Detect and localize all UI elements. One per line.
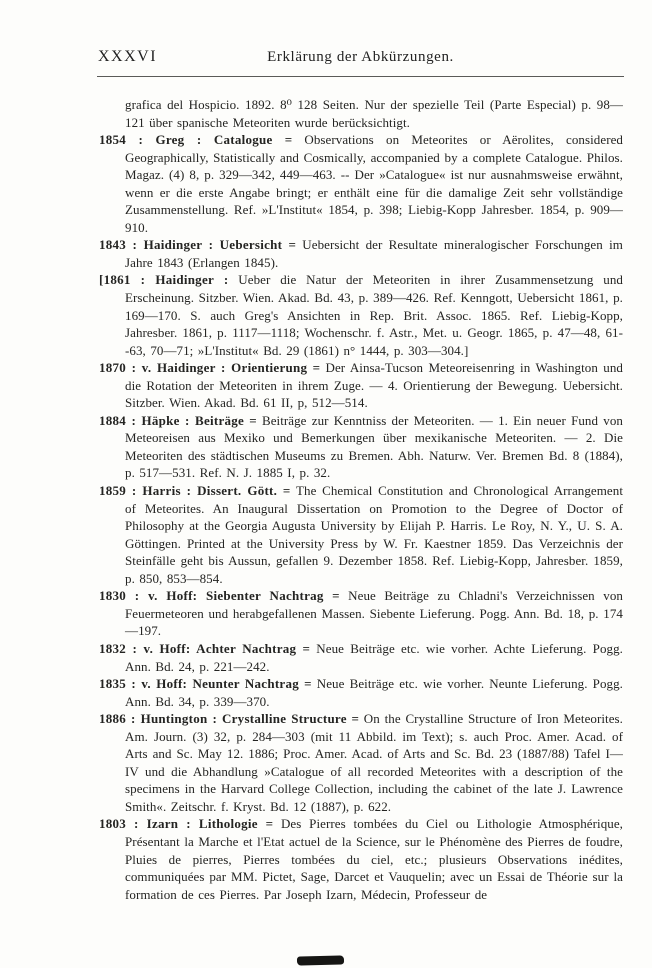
entry-separator: = — [323, 588, 349, 604]
entry-heading: 1843 : Haidinger : Uebersicht — [99, 237, 283, 253]
running-head — [98, 48, 623, 70]
entry-text: On the Crystalline Structure of Iron Meteorites. Am. Journ. (3) 32, p. 284—303 (mit 11 Abbild. im Text); s. auch Proc. Amer. Acad. of Arts and Sc. May 12. 1886; Proc. Amer. Acad. of Arts and Sc. Bd. 23 (1887/88) Tafel I—IV und die Abhandlung »Catalogue of all recorded Meteorites with a description of the specimens in the Harvard College Collection, including the cabinet of the late J. Lawrence Smith«. Zeitschr. f. Kryst. Bd. 12 (1887), p. 622. — [125, 711, 623, 814]
entry-separator — [228, 272, 238, 287]
entry-text: Des Pierres tombées du Ciel ou Lithologie Atmosphérique, Présentant la Marche et l'Etat actuel de la Science, sur le Phénomène des Pierres de foudre, Pluies de pierres, Pierres tombées du ciel, etc.; plusieurs Observations inédites, communiquées par MM. Pictet, Sage, Darcet et Vauquelin; avec un Essai de Théorie sur la formation de ces Pierres. Par Joseph Izarn, Médecin, Professeur de — [125, 816, 623, 902]
entry-text: Ueber die Natur der Meteoriten in ihrer Zusammensetzung und Erscheinung. Sitzber. Wien. Akad. Bd. 43, p. 389—426. Ref. Kenngott, Uebersicht 1861, p. 169—170. S. auch Greg's Ansichten in Rep. Brit. Assoc. 1865. Ref. Liebig-Kopp, Jahresber. 1861, p. 1117—1118; Wochenschr. f. Astr., Met. u. Geogr. 1865, p. 47—48, 61--63, 70—71; »L'Institut« Bd. 29 (1861) n° 1444, p. 303—304.] — [125, 272, 623, 358]
entry-separator: = — [307, 360, 326, 376]
entry-text: Der Ainsa-Tucson Meteoreisenring in Washington und die Rotation der Meteoriten in ihrem Zuge. — 4. Orientierung der Bewegung. Uebersicht. Sitzber. Wien. Akad. Bd. 61 II, p, 512—514. — [125, 360, 623, 411]
entry-separator: = — [298, 676, 317, 692]
bibliography-entry-continuation — [125, 96, 623, 131]
bibliography-entry — [99, 587, 623, 640]
entry-separator: = — [277, 483, 296, 499]
scan-ink-smudge — [297, 955, 344, 965]
bibliography-entry — [99, 482, 624, 587]
bibliography-content — [99, 96, 623, 903]
entry-heading: 1854 : Greg : Catalogue — [99, 132, 273, 148]
entry-text: Neue Beiträge etc. wie vorher. Achte Lieferung. Pogg. Ann. Bd. 24, p. 221—242. — [125, 640, 623, 674]
entry-heading: 1884 : Häpke : Beiträge — [99, 412, 245, 428]
bibliography-entry — [99, 675, 623, 710]
entry-separator: = — [282, 237, 303, 253]
bibliography-entry — [99, 236, 623, 271]
bibliography-entry — [99, 131, 623, 236]
bibliography-entry — [99, 412, 623, 482]
bibliography-entry — [99, 359, 623, 412]
entry-separator: = — [244, 412, 262, 428]
entry-text: Beiträge zur Kenntniss der Meteoriten. — 1. Ein neuer Fund von Meteoreisen aus Mexiko und Bemerkungen über mexikanische Meteoriten. — 2. Die Meteoriten des städtischen Museums zu Bremen. Abh. Naturw. Ver. Bremen Bd. 8 (1884), p. 517—531. Ref. N. J. 1885 I, p. 32. — [125, 412, 623, 481]
bibliography-entry — [99, 815, 623, 903]
entry-separator: = — [272, 132, 305, 148]
entry-text: The Chemical Constitution and Chronological Arrangement of Meteorites. An Inaugural Dissertation on Promotion to the Degree of Doctor of Philosophy at the Georgia Augusta University by Elijah P. Harris. Le Roy, N. Y., U. S. A. Göttingen. Printed at the University Press by W. Fr. Kaestner 1859. Das Verzeichnis der Steinfälle geht bis Aussun, gefallen 9. Dezember 1858. Ref. Liebig-Kopp, Jahresber. 1859, p. 850, 853—854. — [125, 483, 624, 586]
entry-heading: [1861 : Haidinger : — [99, 272, 229, 288]
entry-text: Neue Beiträge etc. wie vorher. Neunte Lieferung. Pogg. Ann. Bd. 34, p. 339—370. — [125, 676, 623, 709]
page-title: Erklärung der Abkürzungen. — [267, 49, 454, 65]
entry-heading: 1886 : Huntington : Crystalline Structure — [99, 711, 347, 727]
entry-heading: 1835 : v. Hoff: Neunter Nachtrag — [99, 676, 299, 692]
entry-text: grafica del Hospicio. 1892. 8⁰ 128 Seiten. Nur der spezielle Teil (Parte Especial) p. 98—121 über spanische Meteoriten wurde berücksichtigt. — [125, 97, 623, 130]
entry-separator: = — [346, 711, 364, 727]
page-number: XXXVI — [98, 48, 158, 65]
entry-separator: = — [296, 640, 317, 656]
header-divider — [97, 76, 624, 77]
entry-separator: = — [257, 816, 281, 832]
entry-text: Uebersicht der Resultate mineralogischer Forschungen im Jahre 1843 (Erlangen 1845). — [125, 237, 623, 270]
bibliography-entry — [99, 640, 623, 675]
bibliography-entry — [99, 271, 623, 359]
entry-heading: 1832 : v. Hoff: Achter Nachtrag — [99, 640, 297, 656]
entry-text: Observations on Meteorites or Aërolites, considered Geographically, Statistically and Cosmically, accompanied by a complete Catalogue. Philos. Magaz. (4) 8, p. 329—342, 449—463. -- Der »Catalogue« ist nur ausnahmsweise erwähnt, wenn er die erste Angabe bringt; er enthält eine für die damalige Zeit sehr vollständige Zusammenstellung. Ref. »L'Institut« 1854, p. 398; Liebig-Kopp Jahresber. 1854, p. 909—910. — [125, 132, 623, 235]
entry-heading: 1803 : Izarn : Lithologie — [99, 816, 258, 832]
entry-heading: 1830 : v. Hoff: Siebenter Nachtrag — [99, 588, 324, 604]
entry-text: Neue Beiträge zu Chladni's Verzeichnissen von Feuermeteoren und herabgefallenen Massen. Siebente Lieferung. Pogg. Ann. Bd. 18, p. 174—197. — [125, 588, 623, 639]
bibliography-entry — [99, 710, 623, 815]
entry-heading: 1859 : Harris : Dissert. Gött. — [99, 483, 278, 499]
entry-heading: 1870 : v. Haidinger : Orientierung — [99, 360, 308, 376]
